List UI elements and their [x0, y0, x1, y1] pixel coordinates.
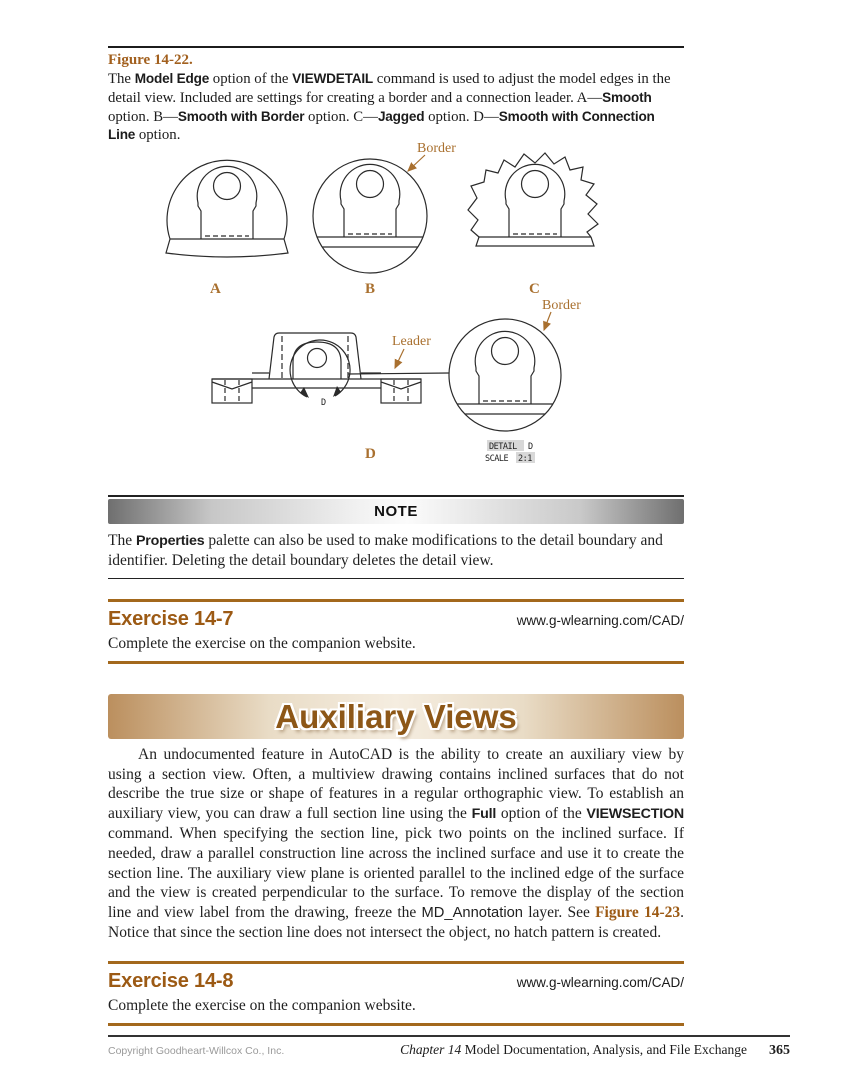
note-section [108, 495, 684, 579]
exercise2-url: www.g-wlearning.com/CAD/ [516, 975, 684, 990]
detail-view-c [468, 153, 598, 246]
figure-caption-block [108, 51, 684, 145]
exercise2-body: Complete the exercise on the companion website. [108, 997, 416, 1014]
detail-view-b [313, 159, 427, 273]
page-footer [108, 1035, 790, 1059]
footer-copyright: Copyright Goodheart-Willcox Co., Inc. [108, 1044, 285, 1057]
section-title: Auxiliary Views [275, 697, 517, 735]
body-paragraph: An undocumented feature in AutoCAD is the ability to create an auxiliary view by using a section view. Often, a multiview drawing contains inclined surfaces that do not describe the true size or shape of features in a regular orthographic view. To establish an auxiliary view, you can draw a full section line using the Full option of the VIEWSECTION command. When specifying the section line, pick two points on the inclined surface. If needed, draw a parallel construction line across the inclined surface and use it to create the section line. The auxiliary view plane is oriented parallel to the inclined edge of the surface and the view is created perpendicular to the surface. To remove the display of the section line and view label from the drawing, freeze the MD_Annotation layer. See Figure 14-23. Notice that since the section line does not intersect the object, no hatch pattern is created. [108, 746, 684, 942]
exercise-14-7 [108, 599, 684, 664]
figure-caption-top-rule [108, 46, 684, 48]
footer-chapter-number: Chapter 14 [400, 1041, 462, 1057]
exercise1-title: Exercise 14-7 [108, 608, 234, 630]
circle-identifier: D [321, 398, 326, 408]
note-title: NOTE [374, 502, 418, 520]
leader-label: Leader [392, 334, 431, 349]
view-label-d: D [365, 446, 376, 462]
exercise1-top-rule [108, 599, 684, 602]
detail-view-a [166, 160, 288, 257]
exercise1-url: www.g-wlearning.com/CAD/ [516, 613, 684, 628]
border-label-d: Border [542, 298, 581, 313]
border-arrow-d [544, 312, 551, 330]
section-banner [108, 694, 684, 739]
exercise1-bottom-rule [108, 661, 684, 664]
note-body: The Properties palette can also be used to make modifications to the detail boundary and identifier. Deleting the detail boundary deletes the detail view. [108, 531, 663, 569]
exercise2-top-rule [108, 961, 684, 964]
figure-label: Figure 14-22. [108, 52, 193, 68]
leader-arrow [395, 349, 404, 368]
exercise-14-8 [108, 961, 684, 1026]
scale-word: SCALE [485, 454, 509, 464]
footer-rule [108, 1035, 790, 1037]
scale-value: 2:1 [518, 454, 532, 464]
border-arrow-b [408, 155, 425, 171]
footer-chapter-title: Model Documentation, Analysis, and File Exchange [464, 1041, 747, 1057]
view-label-a: A [210, 281, 221, 297]
note-bar [108, 499, 684, 524]
border-label-b: Border [417, 141, 456, 156]
detail-title-word: DETAIL [489, 442, 517, 452]
detail-title-id: D [528, 442, 533, 452]
exercise2-title: Exercise 14-8 [108, 970, 234, 992]
figure-caption-text: The Model Edge option of the VIEWDETAIL command is used to adjust the model edges in the detail view. Included are settings for creating a border and a connection leader. A—Smooth option. B—Smooth with Border option. C—Jagged option. D—Smooth with Connection Line option. [108, 71, 671, 144]
view-label-c: C [529, 281, 540, 297]
page-number: 365 [769, 1042, 790, 1058]
note-bottom-rule [108, 578, 684, 580]
detail-view-d [449, 319, 561, 431]
view-label-b: B [365, 281, 376, 297]
note-top-rule [108, 495, 684, 497]
figure-artwork [108, 140, 684, 470]
exercise1-body: Complete the exercise on the companion website. [108, 635, 416, 652]
footer-chapter-info [400, 1042, 747, 1058]
exercise2-bottom-rule [108, 1023, 684, 1026]
